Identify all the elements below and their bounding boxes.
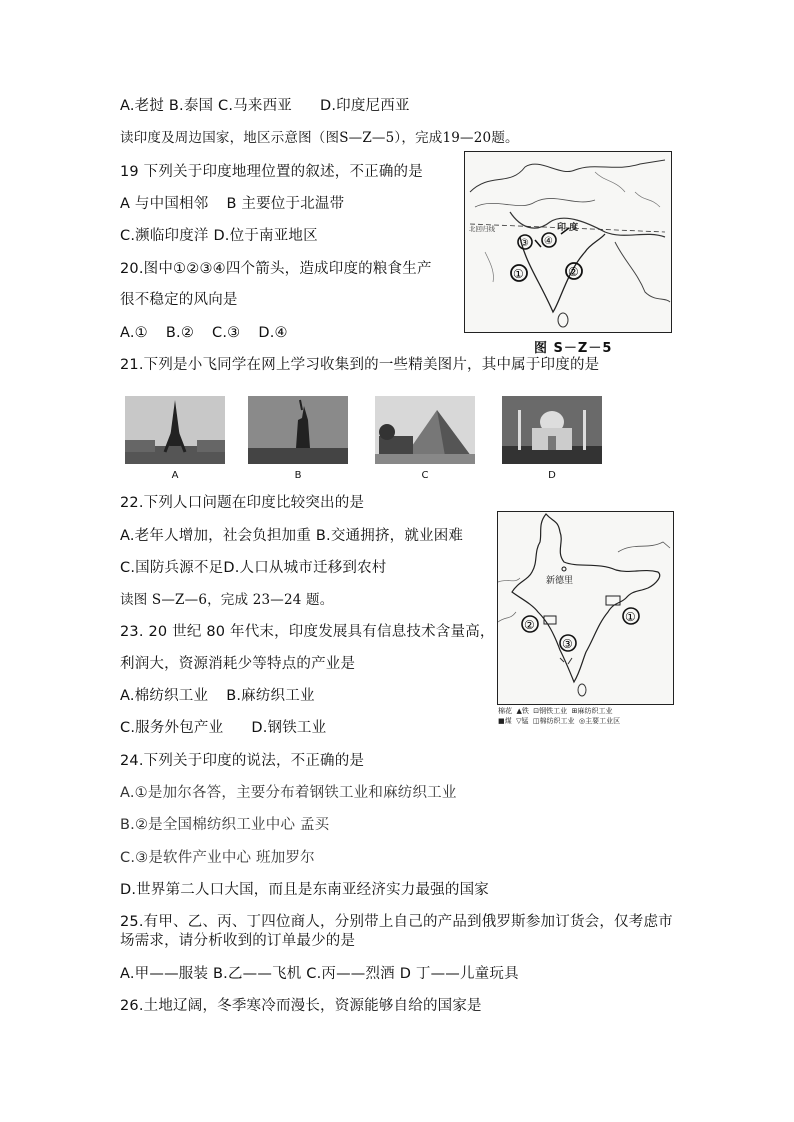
- legend-cotton: 棉花: [498, 707, 512, 715]
- q24-option-a: A.①是加尔各答，主要分布着钢铁工业和麻纺织工业: [120, 785, 457, 801]
- question-20-cont: 很不稳定的风向是: [120, 292, 238, 308]
- map-figure-1: [464, 151, 672, 333]
- question-25-cont: 场需求，请分析收到的订单最少的是: [120, 933, 356, 949]
- legend-cotton-textile: 棉纺织工业: [539, 717, 575, 725]
- question-21: 21.下列是小飞同学在网上学习收集到的一些精美图片，其中属于印度的是: [120, 357, 600, 373]
- city-new-delhi: 新德里: [546, 576, 574, 586]
- q25-options: A.甲——服装 B.乙——飞机 C.丙——烈酒 D 丁——儿童玩具: [120, 966, 519, 982]
- photo-label-a: A: [171, 470, 179, 481]
- q18-option-d: D.印度尼西亚: [319, 98, 410, 114]
- q19-options-cd: C.濒临印度洋 D.位于南亚地区: [120, 228, 318, 244]
- india-industry-map: [498, 512, 673, 704]
- marker-2: ②: [524, 618, 535, 632]
- question-20: 20.图中①②③④四个箭头，造成印度的粮食生产: [120, 261, 432, 277]
- photo-label-d: D: [548, 470, 556, 481]
- legend-iron: 铁: [521, 707, 529, 715]
- photo-eiffel-tower: [125, 396, 225, 464]
- q24-option-d: D.世界第二人口大国，而且是东南亚经济实力最强的国家: [120, 882, 489, 898]
- arrow-label-1: ①: [513, 267, 524, 281]
- question-24: 24.下列关于印度的说法，不正确的是: [120, 753, 365, 769]
- q23-options-ab: [120, 686, 315, 706]
- legend-industrial-zone: 主要工业区: [585, 717, 621, 725]
- legend-coal: 煤: [504, 717, 512, 725]
- photo-label-c: C: [421, 470, 429, 481]
- q20-options: [120, 323, 288, 343]
- q22-options-ab: A.老年人增加，社会负担加重 B.交通拥挤，就业困难: [120, 528, 464, 544]
- map-legend-row-2: ■煤 ▽锰 ◫棉纺织工业 ◎主要工业区: [498, 717, 621, 725]
- q20-option-c: C.③: [212, 325, 241, 341]
- q22-options-cd: C.国防兵源不足D.人口从城市迁移到农村: [120, 560, 387, 576]
- question-26: 26.土地辽阔，冬季寒冷而漫长，资源能够自给的国家是: [120, 998, 482, 1014]
- q24-option-b: B.②是全国棉纺织工业中心 孟买: [120, 817, 330, 833]
- legend-jute: 麻纺织工业: [577, 707, 613, 715]
- question-22: 22.下列人口问题在印度比较突出的是: [120, 495, 365, 511]
- photo-taj-mahal: [502, 396, 602, 464]
- legend-steel: 钢铁工业: [539, 707, 568, 715]
- q18-options: [120, 96, 410, 116]
- q19-options-ab: [120, 194, 344, 214]
- q20-option-d: D.④: [258, 325, 288, 341]
- india-region-map-1: [465, 152, 671, 332]
- question-25: 25.有甲、乙、丙、丁四位商人，分别带上自己的产品到俄罗斯参加订货会，仅考虑市: [120, 914, 673, 930]
- photo-label-b: B: [294, 470, 302, 481]
- q23-option-b: B.麻纺织工业: [226, 688, 315, 704]
- q23-options-cd: [120, 718, 326, 738]
- question-23: 23. 20 世纪 80 年代末，印度发展具有信息技术含量高，: [120, 624, 495, 640]
- photo-pyramids: [375, 396, 475, 464]
- figure-1-caption: 图 S－Z－5: [534, 341, 613, 356]
- arrow-label-3: ③: [520, 238, 529, 249]
- photo-statue-of-liberty: [248, 396, 348, 464]
- q23-option-d: D.钢铁工业: [251, 720, 327, 736]
- q23-option-c: C.服务外包产业: [120, 720, 224, 736]
- arrow-label-2: ②: [568, 265, 579, 279]
- tropic-label: 北回归线: [469, 225, 495, 233]
- marker-1: ①: [625, 610, 636, 624]
- q20-option-b: B.②: [165, 325, 195, 341]
- question-19: 19 下列关于印度地理位置的叙述，不正确的是: [120, 164, 423, 180]
- q19-option-b: B 主要位于北温带: [226, 196, 345, 212]
- read-instruction-1: 读印度及周边国家，地区示意图（图S—Z—5），完成19—20题。: [120, 130, 519, 146]
- marker-3: ③: [562, 637, 573, 651]
- india-label: 印 度: [557, 223, 579, 233]
- q24-option-c: C.③是软件产业中心 班加罗尔: [120, 850, 315, 866]
- map-legend-row-1: 棉花 ▲铁 ⊡钢铁工业 ⊞麻纺织工业: [498, 707, 613, 715]
- question-23-cont: 利润大，资源消耗少等特点的产业是: [120, 656, 356, 672]
- q20-option-a: A.①: [120, 325, 148, 341]
- legend-manganese: 锰: [521, 717, 529, 725]
- read-instruction-2: 读图 S—Z—6，完成 23—24 题。: [120, 592, 334, 608]
- q18-options-abc: A.老挝 B.泰国 C.马来西亚: [120, 98, 292, 114]
- q19-option-a: A 与中国相邻: [120, 196, 209, 212]
- arrow-label-4: ④: [544, 236, 553, 247]
- map-figure-2: [497, 511, 674, 705]
- q23-option-a: A.棉纺织工业: [120, 688, 209, 704]
